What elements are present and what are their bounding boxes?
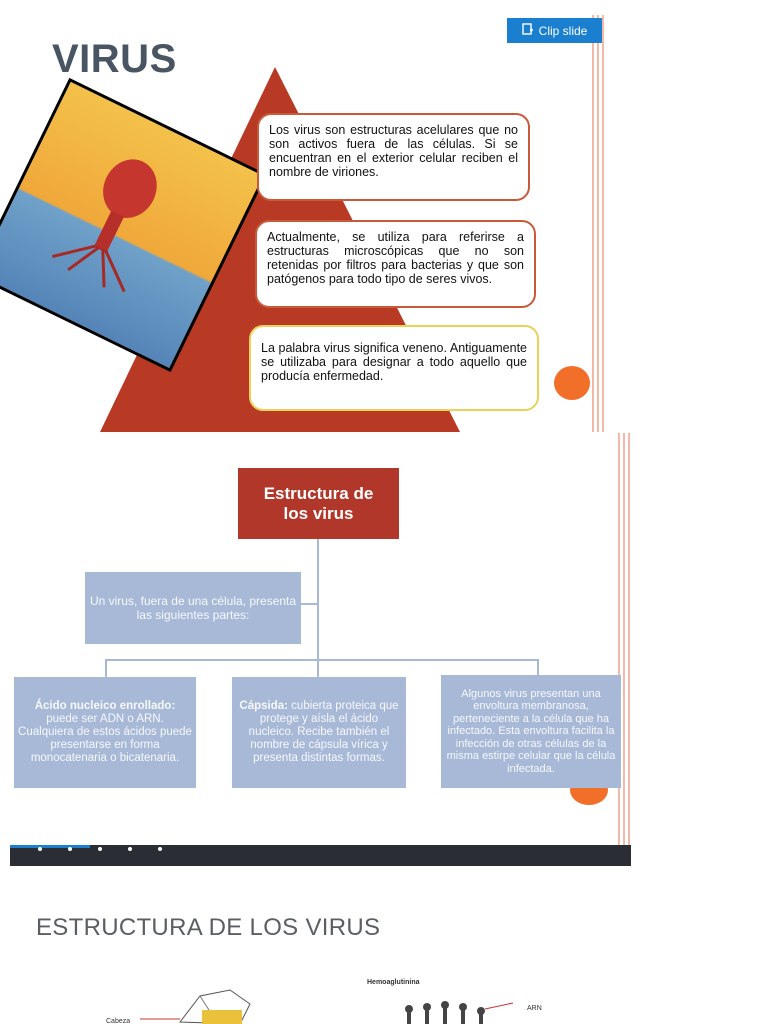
- nucleic-acid-text: [18, 700, 192, 765]
- slide-title: ESTRUCTURA DE LOS VIRUS: [36, 914, 381, 941]
- structure-header-box: [238, 468, 399, 539]
- envelope-text: Algunos virus presentan una envoltura membranosa, perteneciente a la célula que ha infectado. Esta envoltura facilita la infección de otras células de la misma estirpe celular que la célula infectada.: [446, 687, 616, 775]
- info-box-2: Actualmente, se utiliza para referirse a estructuras microscópicas que no son retenidas por filtros para bacterias y que son patógenos para todo tipo de seres vivos.: [255, 220, 536, 308]
- slide-dot[interactable]: [158, 847, 162, 851]
- orange-circle-decoration: [554, 366, 590, 400]
- label-arn: ARN: [527, 1005, 542, 1012]
- nucleic-acid-title: Ácido nucleico enrollado:: [34, 700, 176, 712]
- slide-title: VIRUS: [52, 37, 177, 81]
- slide-dot[interactable]: [98, 847, 102, 851]
- header-line-1: Estructura de: [263, 483, 374, 503]
- label-hemoaglutinina: Hemoaglutinina: [367, 979, 420, 986]
- intro-text: Un virus, fuera de una célula, presenta las siguientes partes:: [89, 594, 297, 622]
- clip-slide-button[interactable]: [507, 18, 602, 43]
- nucleic-acid-box: [14, 677, 196, 788]
- slide-border-stripe: [597, 15, 599, 432]
- nucleic-acid-desc: puede ser ADN o ARN. Cualquiera de estos ácidos puede presentarse en forma monocatenaria o bicatenaria.: [18, 713, 192, 764]
- slideshow-control-bar[interactable]: [10, 845, 631, 866]
- slide-border-stripe: [602, 15, 604, 432]
- influenza-virus-diagram-icon: [395, 1001, 515, 1024]
- slide-dots: [38, 847, 162, 853]
- slide-3: [0, 866, 768, 1024]
- capsid-box: [232, 677, 406, 788]
- slide-2: [10, 433, 631, 866]
- connector-line: [105, 659, 107, 679]
- intro-box: [85, 572, 301, 644]
- connector-line: [105, 659, 539, 661]
- connector-line: [300, 603, 318, 605]
- clip-icon: [522, 23, 534, 38]
- capsid-desc: cubierta proteica que protege y aísla el ácido nucleico. Recibe también el nombre de cápsula vírica y presenta distintas formas.: [248, 700, 399, 764]
- header-line-2: los virus: [283, 503, 354, 523]
- info-box-1: Los virus son estructuras acelulares que no son activos fuera de las células. Si se encuentran en el exterior celular reciben el nombre de viriones.: [257, 113, 530, 201]
- slide-dot[interactable]: [38, 847, 42, 851]
- slide-border-stripe: [623, 433, 625, 866]
- slide-dot[interactable]: [68, 847, 72, 851]
- slide-border-stripe: [592, 15, 594, 432]
- connector-line: [317, 659, 319, 679]
- clip-slide-label: Clip slide: [538, 23, 588, 38]
- label-cabeza: Cabeza: [106, 1018, 131, 1024]
- slide-1: [0, 15, 605, 432]
- slide-border-stripe: [628, 433, 630, 866]
- virus-capsid-diagram-icon: [140, 986, 290, 1024]
- capsid-text: [236, 700, 402, 765]
- connector-line: [317, 539, 319, 661]
- slide-border-stripe: [618, 433, 620, 866]
- envelope-box: [441, 675, 621, 788]
- capsid-title: Cápsida:: [239, 700, 288, 712]
- slide-dot[interactable]: [128, 847, 132, 851]
- info-box-3: La palabra virus significa veneno. Antiguamente se utilizaba para designar a todo aquello que producía enfermedad.: [249, 325, 539, 411]
